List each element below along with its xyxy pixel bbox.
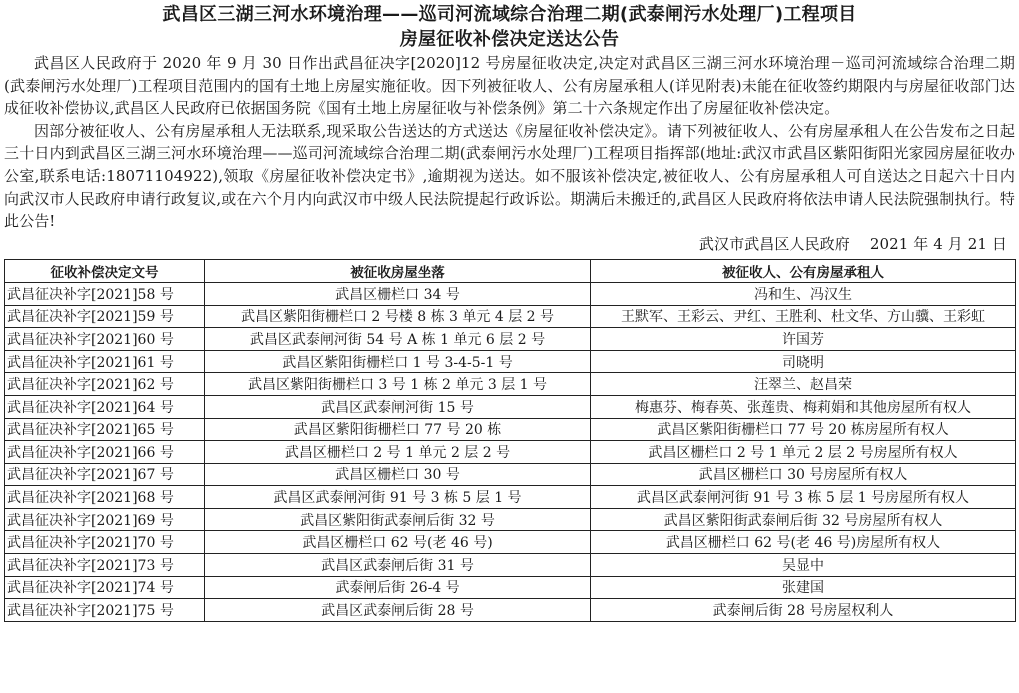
cell-decision-number: 武昌征决补字[2021]70 号 bbox=[5, 531, 205, 554]
table-row bbox=[5, 599, 1016, 622]
cell-owner-tenant: 许国芳 bbox=[591, 328, 1016, 351]
cell-property-location: 武泰闸后街 26-4 号 bbox=[205, 576, 591, 599]
cell-decision-number: 武昌征决补字[2021]58 号 bbox=[5, 282, 205, 305]
header-owner-tenant: 被征收人、公有房屋承租人 bbox=[591, 260, 1016, 283]
cell-property-location: 武昌区栅栏口 30 号 bbox=[205, 463, 591, 486]
cell-property-location: 武昌区武泰闸后街 31 号 bbox=[205, 554, 591, 577]
cell-owner-tenant: 武昌区栅栏口 30 号房屋所有权人 bbox=[591, 463, 1016, 486]
table-row bbox=[5, 441, 1016, 464]
cell-decision-number: 武昌征决补字[2021]64 号 bbox=[5, 395, 205, 418]
header-property-location: 被征收房屋坐落 bbox=[205, 260, 591, 283]
cell-decision-number: 武昌征决补字[2021]61 号 bbox=[5, 350, 205, 373]
compensation-table bbox=[4, 259, 1016, 622]
announcement bbox=[4, 2, 1015, 689]
title-line-2: 房屋征收补偿决定送达公告 bbox=[399, 29, 620, 50]
cell-property-location: 武昌区紫阳街栅栏口 1 号 3-4-5-1 号 bbox=[205, 350, 591, 373]
cell-property-location: 武昌区紫阳街武泰闸后街 32 号 bbox=[205, 508, 591, 531]
cell-property-location: 武昌区武泰闸河街 15 号 bbox=[205, 395, 591, 418]
cell-property-location: 武昌区栅栏口 2 号 1 单元 2 层 2 号 bbox=[205, 441, 591, 464]
cell-owner-tenant: 武昌区栅栏口 62 号(老 46 号)房屋所有权人 bbox=[591, 531, 1016, 554]
cell-decision-number: 武昌征决补字[2021]60 号 bbox=[5, 328, 205, 351]
cell-owner-tenant: 王默军、王彩云、尹红、王胜利、杜文华、方山骥、王彩虹 bbox=[591, 305, 1016, 328]
table-row bbox=[5, 554, 1016, 577]
cell-property-location: 武昌区武泰闸河街 54 号 A 栋 1 单元 6 层 2 号 bbox=[205, 328, 591, 351]
header-decision-number: 征收补偿决定文号 bbox=[5, 260, 205, 283]
cell-decision-number: 武昌征决补字[2021]75 号 bbox=[5, 599, 205, 622]
cell-property-location: 武昌区武泰闸后街 28 号 bbox=[205, 599, 591, 622]
table-row bbox=[5, 531, 1016, 554]
cell-decision-number: 武昌征决补字[2021]69 号 bbox=[5, 508, 205, 531]
table-row bbox=[5, 418, 1016, 441]
cell-owner-tenant: 武昌区紫阳街武泰闸后街 32 号房屋所有权人 bbox=[591, 508, 1016, 531]
cell-decision-number: 武昌征决补字[2021]66 号 bbox=[5, 441, 205, 464]
cell-decision-number: 武昌征决补字[2021]67 号 bbox=[5, 463, 205, 486]
table-row bbox=[5, 350, 1016, 373]
cell-decision-number: 武昌征决补字[2021]74 号 bbox=[5, 576, 205, 599]
cell-owner-tenant: 武昌区武泰闸河街 91 号 3 栋 5 层 1 号房屋所有权人 bbox=[591, 486, 1016, 509]
cell-owner-tenant: 武昌区栅栏口 2 号 1 单元 2 层 2 号房屋所有权人 bbox=[591, 441, 1016, 464]
table-row bbox=[5, 305, 1016, 328]
table-row bbox=[5, 373, 1016, 396]
table-row bbox=[5, 395, 1016, 418]
cell-owner-tenant: 梅惠芬、梅春英、张莲贵、梅莉娟和其他房屋所有权人 bbox=[591, 395, 1016, 418]
signature-line: 武汉市武昌区人民政府 2021 年 4 月 21 日 bbox=[698, 234, 1007, 253]
table-row bbox=[5, 282, 1016, 305]
cell-property-location: 武昌区紫阳街栅栏口 77 号 20 栋 bbox=[205, 418, 591, 441]
table-row bbox=[5, 463, 1016, 486]
cell-owner-tenant: 汪翠兰、赵昌荣 bbox=[591, 373, 1016, 396]
table-row bbox=[5, 486, 1016, 509]
table-row bbox=[5, 508, 1016, 531]
paragraph-2: 因部分被征收人、公有房屋承租人无法联系,现采取公告送达的方式送达《房屋征收补偿决定》。请下列被征收人、公有房屋承租人在公告发布之日起三十日内到武昌区三湖三河水环境治理——巡司河流域综合治理二期(武泰闸污水处理厂)工程项目指挥部(地址:武汉市武昌区紫阳街阳光家园房屋征收办公室,联系电话:18071104922),领取《房屋征收补偿决定书》,逾期视为送达。如不服该补偿决定,被征收人、公有房屋承租人可自送达之日起六十日内向武汉市人民政府申请行政复议,或在六个月内向武汉市中级人民法院提起行政诉讼。期满后未搬迁的,武昌区人民政府将依法申请人民法院强制执行。特此公告! bbox=[4, 121, 1015, 231]
cell-decision-number: 武昌征决补字[2021]62 号 bbox=[5, 373, 205, 396]
cell-owner-tenant: 司晓明 bbox=[591, 350, 1016, 373]
cell-property-location: 武昌区武泰闸河街 91 号 3 栋 5 层 1 号 bbox=[205, 486, 591, 509]
table-header-row bbox=[5, 260, 1016, 283]
title-line-1: 武昌区三湖三河水环境治理——巡司河流域综合治理二期(武泰闸污水处理厂)工程项目 bbox=[162, 4, 857, 25]
cell-property-location: 武昌区栅栏口 34 号 bbox=[205, 282, 591, 305]
cell-decision-number: 武昌征决补字[2021]73 号 bbox=[5, 554, 205, 577]
cell-owner-tenant: 冯和生、冯汉生 bbox=[591, 282, 1016, 305]
cell-property-location: 武昌区栅栏口 62 号(老 46 号) bbox=[205, 531, 591, 554]
cell-property-location: 武昌区紫阳街栅栏口 2 号楼 8 栋 3 单元 4 层 2 号 bbox=[205, 305, 591, 328]
cell-decision-number: 武昌征决补字[2021]68 号 bbox=[5, 486, 205, 509]
table-body bbox=[5, 282, 1016, 621]
cell-decision-number: 武昌征决补字[2021]65 号 bbox=[5, 418, 205, 441]
table-row bbox=[5, 328, 1016, 351]
cell-owner-tenant: 张建国 bbox=[591, 576, 1016, 599]
paragraph-1: 武昌区人民政府于 2020 年 9 月 30 日作出武昌征决字[2020]12 号房屋征收决定,决定对武昌区三湖三河水环境治理－巡司河流域综合治理二期(武泰闸污水处理厂)工程项目范围内的国有土地上房屋实施征收。因下列被征收人、公有房屋承租人(详见附表)未能在征收签约期限内与房屋征收部门达成征收补偿协议,武昌区人民政府已依据国务院《国有土地上房屋征收与补偿条例》第二十六条规定作出了房屋征收补偿决定。 bbox=[4, 54, 1015, 118]
cell-owner-tenant: 武泰闸后街 28 号房屋权利人 bbox=[591, 599, 1016, 622]
cell-decision-number: 武昌征决补字[2021]59 号 bbox=[5, 305, 205, 328]
table-row bbox=[5, 576, 1016, 599]
cell-property-location: 武昌区紫阳街栅栏口 3 号 1 栋 2 单元 3 层 1 号 bbox=[205, 373, 591, 396]
notice-body bbox=[4, 52, 1015, 255]
cell-owner-tenant: 武昌区紫阳街栅栏口 77 号 20 栋房屋所有权人 bbox=[591, 418, 1016, 441]
cell-owner-tenant: 吴显中 bbox=[591, 554, 1016, 577]
notice-title bbox=[4, 2, 1015, 52]
